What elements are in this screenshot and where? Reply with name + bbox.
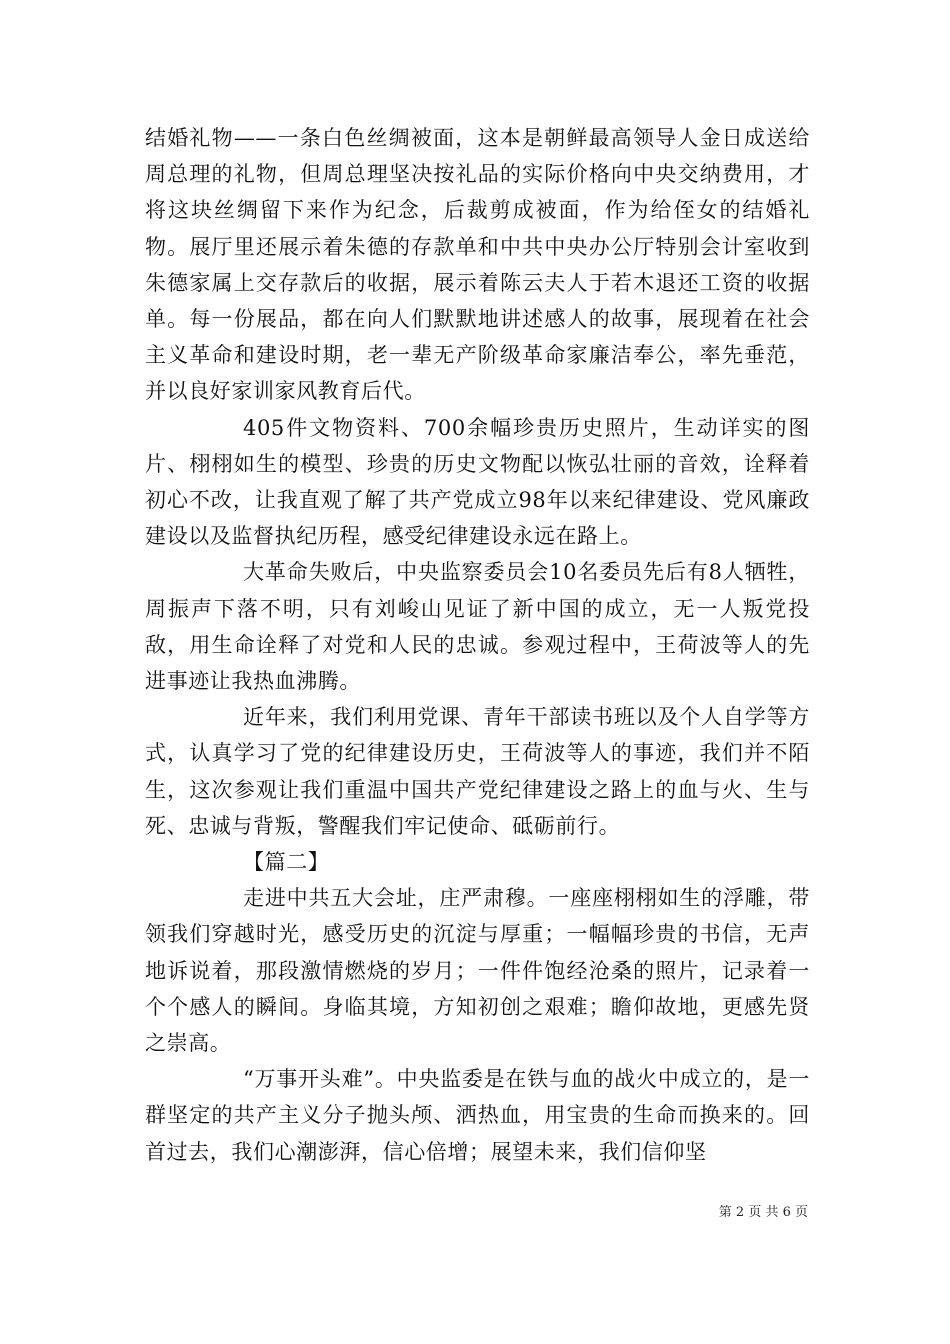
paragraph-5: 走进中共五大会址，庄严肃穆。一座座栩栩如生的浮雕，带领我们穿越时光，感受历史的沉淀与厚重；一幅幅珍贵的书信，无声地诉说着，那段激情燃烧的岁月；一件件饱经沧桑的照片，记录着一个个感人的瞬间。身临其境，方知初创之艰难；瞻仰故地，更感先贤之崇高。 [145,886,810,1056]
page-footer: 第 2 页 共 6 页 [718,1205,808,1220]
document-page [145,120,810,1170]
paragraph-1: 结婚礼物——一条白色丝绸被面，这本是朝鲜最高领导人金日成送给周总理的礼物，但周总理坚决按礼品的实际价格向中央交纳费用，才将这块丝绸留下来作为纪念，后裁剪成被面，作为给侄女的结婚礼物。展厅里还展示着朱德的存款单和中共中央办公厅特别会计室收到朱德家属上交存款后的收据，展示着陈云夫人于若木退还工资的收据单。每一份展品，都在向人们默默地讲述感人的故事，展现着在社会主义革命和建设时期，老一辈无产阶级革命家廉洁奉公，率先垂范，并以良好家训家风教育后代。 [145,126,810,404]
section-heading: 【篇二】 [243,850,330,875]
paragraph-2: 405件文物资料、700余幅珍贵历史照片，生动详实的图片、栩栩如生的模型、珍贵的历史文物配以恢弘壮丽的音效，诠释着初心不改，让我直观了解了共产党成立98年以来纪律建设、党风廉政建设以及监督执纪历程，感受纪律建设永远在路上。 [145,415,810,549]
paragraph-3: 大革命失败后，中央监察委员会10名委员先后有8人牺牲，周振声下落不明，只有刘峻山见证了新中国的成立，无一人叛党投敌，用生命诠释了对党和人民的忠诚。参观过程中，王荷波等人的先进事迹让我热血沸腾。 [145,560,810,694]
paragraph-6: “万事开头难”。中央监委是在铁与血的战火中成立的，是一群坚定的共产主义分子抛头颅、洒热血，用宝贵的生命而换来的。回首过去，我们心潮澎湃，信心倍增；展望未来，我们信仰坚 [145,1067,810,1164]
paragraph-4: 近年来，我们利用党课、青年干部读书班以及个人自学等方式，认真学习了党的纪律建设历史，王荷波等人的事迹，我们并不陌生，这次参观让我们重温中国共产党纪律建设之路上的血与火、生与死、忠诚与背叛，警醒我们牢记使命、砥砺前行。 [145,705,810,838]
